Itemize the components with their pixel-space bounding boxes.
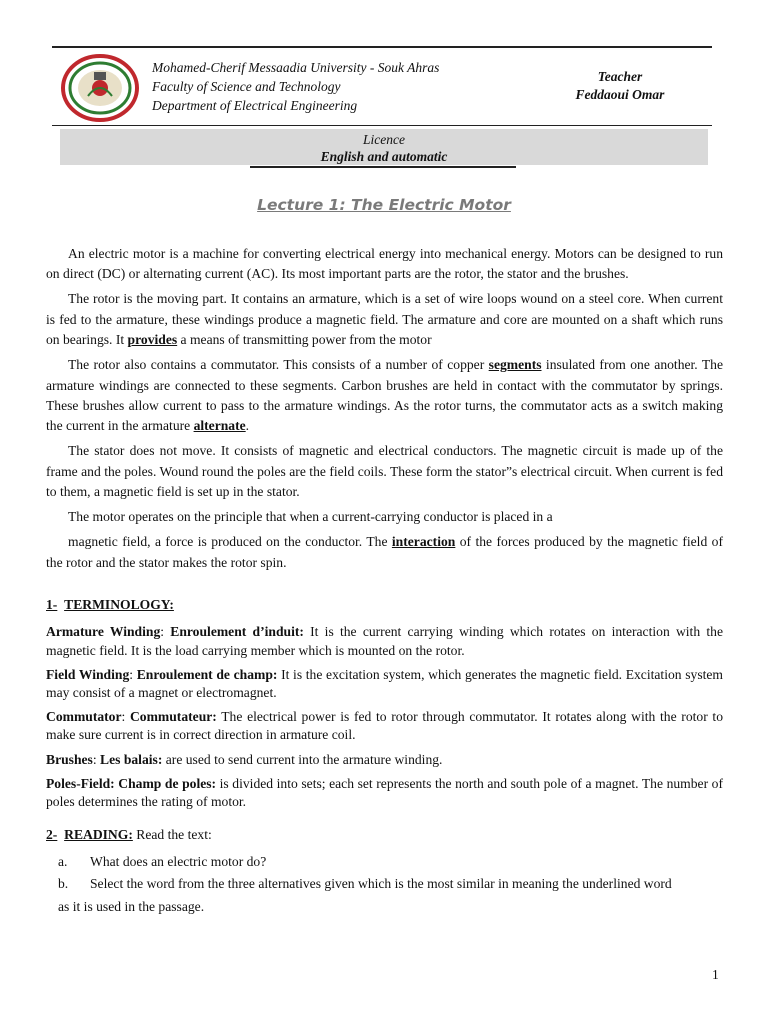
teacher-block (555, 68, 685, 104)
lecture-body (46, 244, 723, 917)
teacher-name: Feddaoui Omar (575, 87, 665, 102)
paragraph-interaction (46, 532, 723, 573)
text-span: magnetic field, a force is produced on the conductor. The (68, 534, 392, 550)
university-block (152, 58, 439, 115)
lecture-title: Lecture 1: The Electric Motor (257, 196, 511, 214)
term-en: Field Winding (46, 666, 130, 682)
section-title: READING: (64, 827, 133, 843)
banner-underline (250, 166, 516, 168)
keyword-segments: segments (488, 357, 542, 373)
section-number: 1- (46, 597, 58, 613)
faculty-name: Faculty of Science and Technology (152, 79, 341, 94)
keyword-interaction: interaction (391, 534, 456, 550)
course-banner (60, 129, 708, 165)
term-en: Armature Winding (46, 624, 161, 640)
section-title: TERMINOLOGY: (64, 597, 174, 613)
list-marker: b. (58, 876, 69, 892)
question-a (46, 852, 723, 872)
term-definition: It is the current carrying winding which rotates on interaction with the magnetic field. It is the load carrying member which is mounted on the rotor. (46, 624, 723, 658)
keyword-alternate: alternate (193, 418, 246, 434)
term-en: Brushes (46, 751, 93, 767)
university-logo (60, 52, 140, 122)
term-fr: Commutateur: (129, 709, 217, 725)
course-level: Licence (363, 132, 405, 147)
terminology-heading (46, 595, 723, 615)
keyword-provides: provides (127, 332, 178, 348)
list-marker: a. (58, 853, 68, 869)
term-definition: are used to send current into the armature winding. (162, 751, 443, 767)
text-span: The rotor also contains a commutator. This consists of a number of copper (68, 357, 489, 373)
text-span: . (245, 418, 250, 434)
teacher-label: Teacher (597, 69, 643, 84)
reading-heading (46, 825, 723, 845)
term-definition: is divided into sets; each set represents the north and south pole of a magnet. The number of poles determines the rating of motor. (46, 775, 723, 810)
term-en: Commutator (46, 709, 122, 725)
header-top-rule (52, 46, 712, 48)
term-definition: The electrical power is fed to rotor through commutator. It rotates along with the rotor to make sure current is in correct direction in armature coil. (46, 709, 723, 743)
text-span: a means of transmitting power from the motor (177, 332, 432, 348)
paragraph-rotor (46, 289, 723, 350)
term-armature-winding: Armature Winding: Enroulement d’induit: It is the current carrying winding which rotates on interaction with the magnetic field. It is the load carrying member which is mounted on the rotor. (46, 624, 723, 658)
section-number: 2- (46, 827, 58, 843)
term-fr: Enroulement d’induit: (170, 624, 304, 640)
text-span: insulated from one another. The armature windings are connected to these segments. Carbon brushes are held in contact with the commutator by springs. These brushes allow current to pass to the armature windings. As the rotor turns, the commutator acts as a switch making the current in the armature (46, 357, 724, 434)
question-text: What does an electric motor do? (90, 853, 267, 869)
question-b-continued: as it is used in the passage. (58, 898, 205, 914)
text-span: The rotor is the moving part. It contains an armature, which is a set of wire loops wound on a steel core. When current is fed to the armature, these windings produce a magnetic field. The armature and core are mounted on a shaft which runs on bearings. It (46, 291, 723, 348)
header-bottom-rule (52, 125, 712, 126)
term-definition: It is the excitation system, which generates the magnetic field. Excitation system may consist of a magnet or electromagnet. (46, 666, 723, 701)
term-brushes: Brushes: Les balais: are used to send current into the armature winding. (46, 751, 443, 767)
paragraph-principle: The motor operates on the principle that when a current-carrying conductor is placed in a (68, 509, 553, 525)
paragraph-intro: An electric motor is a machine for converting electrical energy into mechanical energy. Motors can be designed to run on direct (DC) or alternating current (AC). Its most important parts are the rotor, the stator and the brushes. (46, 246, 723, 282)
page-number: 1 (712, 967, 719, 982)
term-field-winding: Field Winding: Enroulement de champ: It is the excitation system, which generates the magnetic field. Excitation system may consist of a magnet or electromagnet. (46, 666, 723, 701)
section-instruction: Read the text: (132, 827, 212, 843)
text-span: of the forces produced by the magnetic field of the rotor and the stator makes the rotor spin. (46, 534, 723, 570)
term-fr: Les balais: (100, 751, 163, 767)
term-commutator: Commutator: Commutateur: The electrical power is fed to rotor through commutator. It rotates along with the rotor to make sure current is in correct direction in armature coil. (46, 709, 723, 743)
term-poles-field (46, 775, 723, 811)
term-fr: Enroulement de champ: (136, 666, 278, 682)
course-name: English and automatic (320, 149, 448, 164)
paragraph-commutator (46, 355, 723, 437)
department-name: Department of Electrical Engineering (152, 98, 358, 113)
paragraph-stator: The stator does not move. It consists of magnetic and electrical conductors. The magnetic circuit is made up of the frame and the poles. Wound round the poles are the field coils. These form the stator”s electrical circuit. When current is fed to them, a magnetic field is set up in the stator. (46, 443, 723, 500)
term-en: Poles-Field: Champ de poles: (46, 775, 217, 791)
university-name: Mohamed-Cherif Messaadia University - Souk Ahras (152, 60, 440, 75)
question-b (46, 874, 723, 894)
question-text: Select the word from the three alternatives given which is the most similar in meaning the underlined word (90, 876, 672, 892)
